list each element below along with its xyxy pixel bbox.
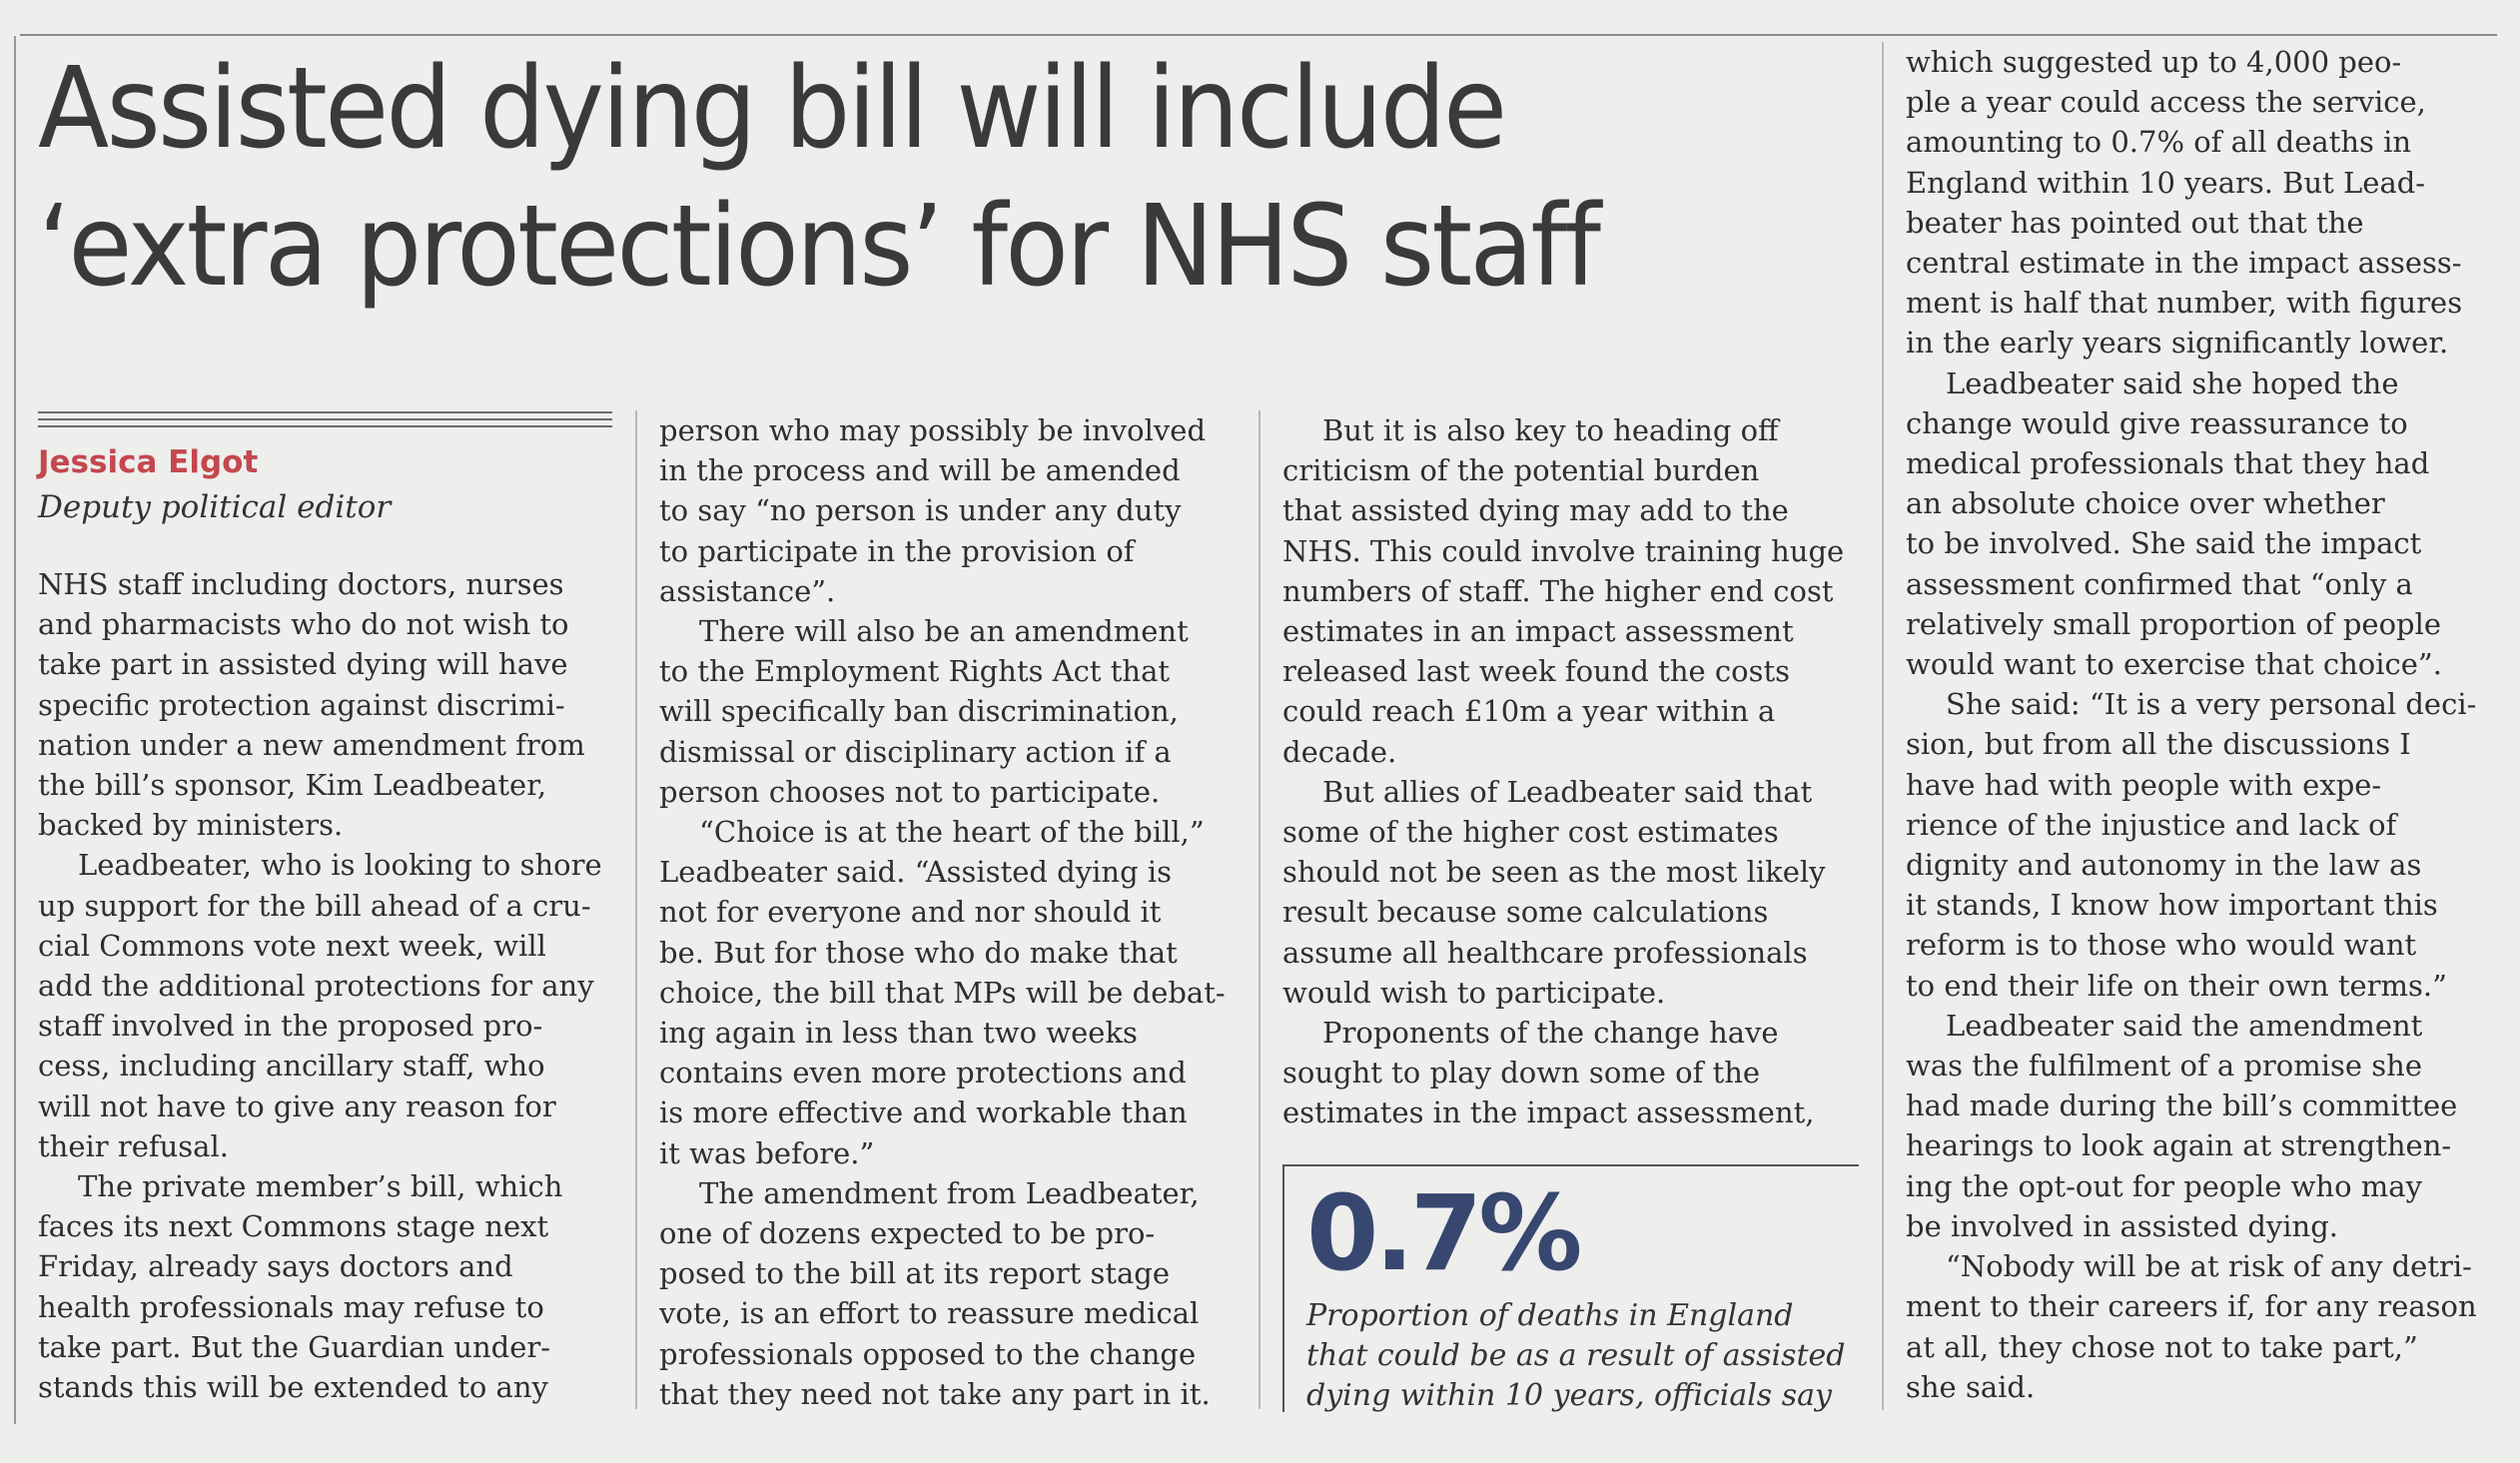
text-line: faces its next Commons stage next (38, 1209, 549, 1244)
byline-rules (38, 411, 612, 432)
fact-caption-line: that could be as a result of assisted (1306, 1338, 1846, 1373)
text-line: She said: “It is a very personal deci- (1946, 687, 2477, 722)
text-line: dignity and autonomy in the law as (1906, 848, 2422, 883)
text-line: NHS. This could involve training huge (1282, 533, 1845, 568)
text-line: numbers of staff. The higher end cost (1282, 573, 1834, 608)
text-line: their refusal. (38, 1128, 229, 1163)
text-line: health professionals may refuse to (38, 1289, 544, 1324)
article-column-4 (1906, 42, 2480, 1407)
text-line: central estimate in the impact assess- (1906, 246, 2462, 281)
text-line: posed to the bill at its report stage (659, 1256, 1171, 1291)
column-divider (1259, 410, 1260, 1409)
text-line: assistance”. (659, 573, 836, 608)
text-line: released last week found the costs (1282, 654, 1790, 689)
text-line: have had with people with expe- (1906, 767, 2382, 802)
text-line: the bill’s sponsor, Kim Leadbeater, (38, 768, 547, 803)
text-line: to participate in the provision of (659, 533, 1135, 568)
text-line: Proponents of the change have (1322, 1016, 1779, 1051)
text-line: was the fulfilment of a promise she (1906, 1049, 2423, 1084)
text-line: that assisted dying may add to the (1282, 493, 1789, 528)
text-line: decade. (1282, 734, 1397, 769)
text-line: ment to their careers if, for any reason (1906, 1289, 2477, 1324)
text-line: person who may possibly be involved (659, 413, 1207, 447)
top-rule (20, 34, 2497, 36)
text-line: choice, the bill that MPs will be debat- (659, 975, 1226, 1010)
text-line: to the Employment Rights Act that (659, 654, 1171, 689)
text-line: specific protection against discrimi- (38, 687, 565, 722)
text-line: The private member’s bill, which (78, 1169, 563, 1204)
text-line: up support for the bill ahead of a cru- (38, 888, 591, 923)
text-line: would want to exercise that choice”. (1906, 647, 2442, 682)
text-line: to say “no person is under any duty (659, 493, 1182, 528)
text-line: and pharmacists who do not wish to (38, 607, 569, 642)
text-line: cess, including ancillary staff, who (38, 1049, 545, 1084)
text-line: vote, is an effort to reassure medical (659, 1296, 1200, 1331)
text-line: be. But for those who do make that (659, 935, 1178, 970)
text-line: take part. But the Guardian under- (38, 1329, 551, 1364)
text-line: “Choice is at the heart of the bill,” (699, 815, 1205, 850)
text-line: at all, they chose not to take part,” (1906, 1329, 2418, 1364)
text-line: to end their life on their own terms.” (1906, 968, 2447, 1003)
text-line: ment is half that number, with figures (1906, 286, 2463, 321)
text-line: reform is to those who would want (1906, 928, 2417, 963)
text-line: The amendment from Leadbeater, (699, 1175, 1200, 1210)
text-line: Leadbeater said. “Assisted dying is (659, 855, 1173, 890)
text-line: take part in assisted dying will have (38, 647, 568, 682)
text-line: sion, but from all the discussions I (1906, 727, 2411, 762)
text-line: it was before.” (659, 1135, 875, 1170)
text-line: in the early years significantly lower. (1906, 326, 2449, 361)
column-divider (1882, 42, 1884, 1410)
text-line: should not be seen as the most likely (1282, 855, 1826, 890)
text-line: beater has pointed out that the (1906, 205, 2364, 240)
text-line: backed by ministers. (38, 808, 344, 843)
text-line: not for everyone and nor should it (659, 895, 1162, 930)
text-line: she said. (1906, 1369, 2036, 1404)
fact-caption (1306, 1296, 1846, 1416)
fact-caption-line: dying within 10 years, officials say (1306, 1378, 1832, 1413)
headline-line-2: ‘extra protections’ for NHS staff (38, 182, 1599, 312)
text-line: There will also be an amendment (699, 614, 1189, 649)
headline (38, 40, 1729, 316)
text-line: one of dozens expected to be pro- (659, 1216, 1156, 1251)
text-line: person chooses not to participate. (659, 774, 1161, 809)
text-line: some of the higher cost estimates (1282, 815, 1779, 850)
text-line: add the additional protections for any (38, 969, 594, 1004)
text-line: professionals opposed to the change (659, 1336, 1197, 1371)
text-line: an absolute choice over whether (1906, 486, 2385, 521)
text-line: “Nobody will be at risk of any detri- (1946, 1249, 2472, 1284)
text-line: is more effective and workable than (659, 1096, 1188, 1130)
text-line: assume all healthcare professionals (1282, 935, 1808, 970)
text-line: will not have to give any reason for (38, 1089, 556, 1123)
text-line: stands this will be extended to any (38, 1370, 548, 1405)
column-divider (635, 410, 637, 1409)
text-line: medical professionals that they had (1906, 446, 2430, 481)
text-line: ple a year could access the service, (1906, 85, 2426, 120)
text-line: that they need not take any part in it. (659, 1376, 1211, 1411)
text-line: nation under a new amendment from (38, 727, 585, 762)
text-line: result because some calculations (1282, 895, 1769, 930)
text-line: England within 10 years. But Lead- (1906, 165, 2426, 200)
text-line: had made during the bill’s committee (1906, 1089, 2458, 1123)
text-line: hearings to look again at strengthen- (1906, 1128, 2452, 1163)
text-line: But it is also key to heading off (1322, 413, 1779, 447)
headline-line-1: Assisted dying bill will include (38, 44, 1505, 174)
text-line: criticism of the potential burden (1282, 453, 1760, 488)
text-line: estimates in the impact assessment, (1282, 1096, 1815, 1130)
text-line: it stands, I know how important this (1906, 888, 2438, 923)
text-line: relatively small proportion of people (1906, 606, 2442, 641)
text-line: will specifically ban discrimination, (659, 694, 1179, 729)
author-role: Deputy political editor (38, 489, 392, 525)
text-line: Leadbeater, who is looking to shore (78, 848, 602, 883)
text-line: which suggested up to 4,000 peo- (1906, 45, 2402, 79)
left-rule (14, 36, 16, 1424)
text-line: But allies of Leadbeater said that (1322, 774, 1813, 809)
text-line: change would give reassurance to (1906, 405, 2408, 440)
article-column-2 (659, 410, 1234, 1414)
fact-figure: 0.7% (1306, 1172, 1579, 1294)
text-line: staff involved in the proposed pro- (38, 1009, 543, 1044)
text-line: NHS staff including doctors, nurses (38, 567, 564, 601)
text-line: cial Commons vote next week, will (38, 928, 546, 963)
text-line: ing again in less than two weeks (659, 1016, 1138, 1051)
text-line: Leadbeater said the amendment (1946, 1008, 2423, 1043)
text-line: contains even more protections and (659, 1056, 1187, 1091)
text-line: Leadbeater said she hoped the (1946, 366, 2399, 400)
text-line: would wish to participate. (1282, 975, 1666, 1010)
fact-box (1282, 1164, 1859, 1412)
text-line: ing the opt-out for people who may (1906, 1168, 2422, 1203)
text-line: be involved in assisted dying. (1906, 1208, 2339, 1243)
text-line: Friday, already says doctors and (38, 1249, 513, 1284)
text-line: could reach £10m a year within a (1282, 694, 1776, 729)
text-line: estimates in an impact assessment (1282, 614, 1794, 649)
text-line: amounting to 0.7% of all deaths in (1906, 125, 2412, 160)
text-line: to be involved. She said the impact (1906, 526, 2422, 561)
article-column-3 (1282, 410, 1857, 1133)
article-column-1 (38, 564, 612, 1407)
text-line: rience of the injustice and lack of (1906, 807, 2397, 842)
fact-caption-line: Proportion of deaths in England (1306, 1298, 1794, 1333)
text-line: dismissal or disciplinary action if a (659, 734, 1172, 769)
author-name: Jessica Elgot (38, 444, 259, 480)
text-line: in the process and will be amended (659, 453, 1181, 488)
text-line: sought to play down some of the (1282, 1056, 1761, 1091)
text-line: assessment confirmed that “only a (1906, 566, 2413, 601)
